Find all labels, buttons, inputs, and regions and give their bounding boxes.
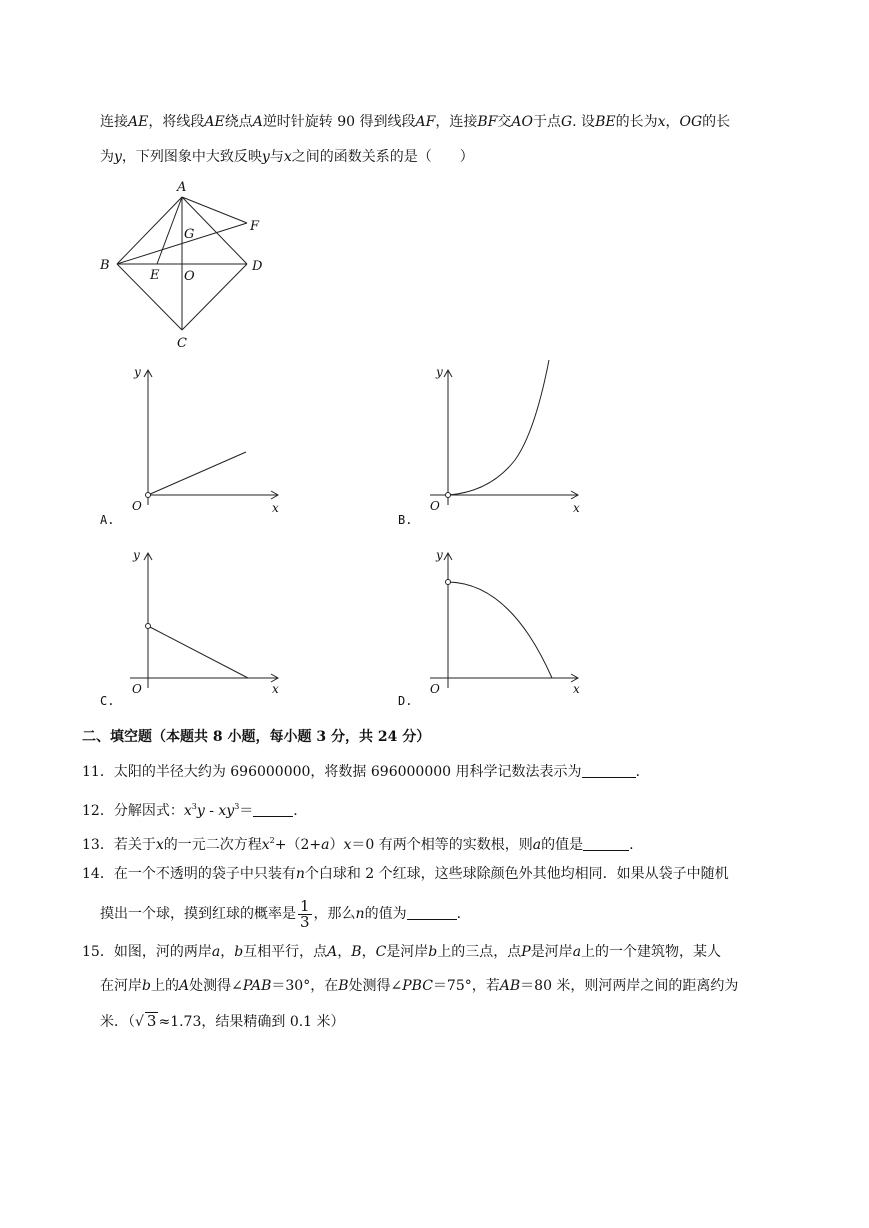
q12-exponent: 3 <box>191 802 197 811</box>
fraction-denominator: 3 <box>300 912 310 931</box>
q10-line2 <box>100 147 474 167</box>
q15-text: 处测得∠ <box>189 978 243 994</box>
q14-var: n <box>295 866 305 882</box>
origin-label: O <box>132 682 142 696</box>
q15-var: a <box>572 944 582 960</box>
q13-text: +（2+ <box>274 837 322 853</box>
label-C: C <box>177 336 187 351</box>
q10-var: OG <box>679 114 703 130</box>
q13-text: 的值是 <box>541 837 584 853</box>
q10-var: x <box>283 149 292 165</box>
q10-text: ，连接 <box>435 114 478 130</box>
section-heading: 二、填空题（本题共 8 小题，每小题 3 分，共 24 分） <box>82 729 431 745</box>
option-b-label: B. <box>398 513 413 527</box>
q10-var: BE <box>595 114 616 130</box>
q13-text: ） <box>329 837 344 853</box>
q15-var: C <box>375 944 387 960</box>
q15-var: B <box>351 944 362 960</box>
q10-text: 为 <box>100 149 114 165</box>
q15-text: ＝30°，在 <box>271 978 339 994</box>
geometry-figure <box>90 175 280 355</box>
question-13 <box>82 831 634 855</box>
q10-text: 之间的函数关系的是（ ） <box>291 149 474 165</box>
question-14-line2 <box>100 896 461 932</box>
option-a-label: A. <box>100 513 115 527</box>
q10-var: AO <box>511 114 533 130</box>
y-intercept-point <box>146 624 151 629</box>
q15-text: ≈1.73，结果精确到 0.1 米） <box>158 1014 345 1030</box>
q15-var: b <box>234 944 244 960</box>
q15-var: b <box>142 978 151 994</box>
q14-var: n <box>355 906 365 922</box>
q14-text: 摸出一个球，摸到红球的概率是 <box>100 906 296 922</box>
q10-line1 <box>100 112 730 132</box>
x-axis-label: x <box>573 682 580 696</box>
y-axis-label: y <box>436 365 443 379</box>
q12-text: ＝ <box>239 803 254 819</box>
q14-end: . <box>456 906 462 922</box>
q15-text: 处测得∠ <box>348 978 403 994</box>
q10-var: AE <box>128 114 149 130</box>
q10-text: 与 <box>269 149 284 165</box>
q15-text: 是河岸 <box>386 944 429 960</box>
q15-text: 上的三点，点 <box>437 944 522 960</box>
q10-var: y <box>114 149 122 165</box>
q15-text: 在河岸 <box>100 978 142 994</box>
q15-text: 米．（ <box>100 1014 135 1030</box>
q15-text: ， <box>361 944 376 960</box>
q10-var: AE <box>204 114 225 130</box>
q10-text: 于点 <box>532 114 561 130</box>
label-E: E <box>150 268 160 283</box>
graph-curve <box>448 582 552 678</box>
origin-point <box>146 493 151 498</box>
origin-label: O <box>430 682 440 696</box>
graph-line <box>148 626 248 678</box>
segment-AE <box>157 197 182 264</box>
q10-var: y <box>261 149 270 165</box>
q12-var: xy <box>218 803 235 819</box>
graph-line <box>148 452 246 495</box>
q15-text: 15．如图，河的两岸 <box>82 944 212 960</box>
q15-text: ＝80 米，则河两岸之间的距离约为 <box>520 978 739 994</box>
q15-var: B <box>338 978 349 994</box>
q13-text: ＝0 有两个相等的实数根，则 <box>351 837 533 853</box>
q10-var: AF <box>415 114 436 130</box>
fraction-numerator: 1 <box>300 896 310 915</box>
y-axis-label: y <box>133 548 140 562</box>
q11-end: . <box>635 764 640 780</box>
q12-exponent: 3 <box>234 802 240 811</box>
option-a-graph <box>120 360 290 520</box>
q15-var: AB <box>499 978 521 994</box>
q10-text: . 设 <box>572 114 596 130</box>
option-b-graph <box>420 360 590 520</box>
q13-var: x <box>261 837 270 853</box>
y-intercept-point <box>446 580 451 585</box>
question-12 <box>82 797 298 821</box>
q13-var: a <box>321 837 330 853</box>
label-B: B <box>100 258 110 273</box>
q12-var: y <box>196 803 205 819</box>
q14-text: 个白球和 2 个红球，这些球除颜色外其他均相同．如果从袋子中随机 <box>304 866 729 882</box>
x-axis-label: x <box>272 682 279 696</box>
q13-var: x <box>343 837 352 853</box>
q15-var: A <box>327 944 338 960</box>
q15-var: PAB <box>242 978 272 994</box>
question-15-line2 <box>100 976 738 996</box>
q13-text: 的一元二次方程 <box>163 837 262 853</box>
label-D: D <box>252 259 263 274</box>
option-c-graph <box>120 543 290 703</box>
label-A: A <box>177 180 187 195</box>
q14-text: 的值为 <box>364 906 407 922</box>
q15-text: 互相平行，点 <box>243 944 328 960</box>
q10-text: ，将线段 <box>148 114 205 130</box>
q15-var: b <box>428 944 438 960</box>
answer-blank[interactable] <box>407 905 457 920</box>
probability-fraction <box>298 896 312 931</box>
segment-AF <box>182 197 247 223</box>
label-F: F <box>250 219 260 234</box>
q13-exponent: 2 <box>269 836 275 845</box>
q10-var: x <box>657 114 666 130</box>
question-14-line1 <box>82 864 729 884</box>
q15-text: 是河岸 <box>530 944 573 960</box>
q12-text: - <box>204 803 219 819</box>
question-15-line3 <box>100 1012 345 1032</box>
option-d-graph <box>420 543 590 703</box>
q10-text: 的长为 <box>615 114 658 130</box>
q14-text: ，那么 <box>313 906 356 922</box>
answer-blank[interactable] <box>253 802 293 817</box>
sqrt-radicand: 3 <box>146 1012 157 1030</box>
option-c-label: C. <box>100 694 115 708</box>
q12-text: 12．分解因式： <box>82 803 184 819</box>
y-axis-label: y <box>134 365 141 379</box>
answer-blank[interactable] <box>583 836 629 851</box>
origin-point <box>446 493 451 498</box>
q10-text: 绕点 <box>224 114 253 130</box>
q12-var: x <box>183 803 192 819</box>
q13-var: x <box>155 837 164 853</box>
q15-var: P <box>521 944 531 960</box>
answer-blank[interactable] <box>582 763 636 778</box>
q13-var: a <box>532 837 542 853</box>
q15-text: 上的 <box>150 978 179 994</box>
q10-text: 连接 <box>100 114 128 130</box>
q13-end: . <box>629 837 634 853</box>
q10-text: ， <box>665 114 680 130</box>
q11-text: 11．太阳的半径大约为 696000000，将数据 696000000 用科学记数法表示为 <box>82 764 582 780</box>
y-axis-label: y <box>436 548 443 562</box>
q10-var: A <box>252 114 263 130</box>
q10-text: ，下列图象中大致反映 <box>121 149 262 165</box>
x-axis-label: x <box>573 501 580 515</box>
sqrt-symbol: √ <box>135 1014 144 1030</box>
q10-var: G <box>560 114 573 130</box>
q15-text: 上的一个建筑物，某人 <box>581 944 722 960</box>
graph-curve <box>448 360 549 495</box>
label-G: G <box>184 227 195 242</box>
origin-label: O <box>430 499 440 513</box>
q10-text: 交 <box>497 114 512 130</box>
origin-label: O <box>132 499 142 513</box>
x-axis-label: x <box>272 501 279 515</box>
q12-end: . <box>293 803 298 819</box>
q10-text: 逆时针旋转 90 得到线段 <box>262 114 416 130</box>
label-O: O <box>184 269 195 284</box>
option-d-label: D. <box>398 694 413 708</box>
q15-text: ＝75°，若 <box>432 978 500 994</box>
q14-text: 14．在一个不透明的袋子中只装有 <box>82 866 296 882</box>
q15-text: ， <box>337 944 352 960</box>
q15-var: a <box>211 944 221 960</box>
q10-text: 的长 <box>702 114 731 130</box>
q15-text: ， <box>220 944 235 960</box>
q15-var: A <box>178 978 190 994</box>
q10-var: BF <box>477 114 498 130</box>
question-15-line1 <box>82 942 721 962</box>
q13-text: 13．若关于 <box>82 837 156 853</box>
question-11 <box>82 762 640 782</box>
q15-var: PBC <box>402 978 433 994</box>
